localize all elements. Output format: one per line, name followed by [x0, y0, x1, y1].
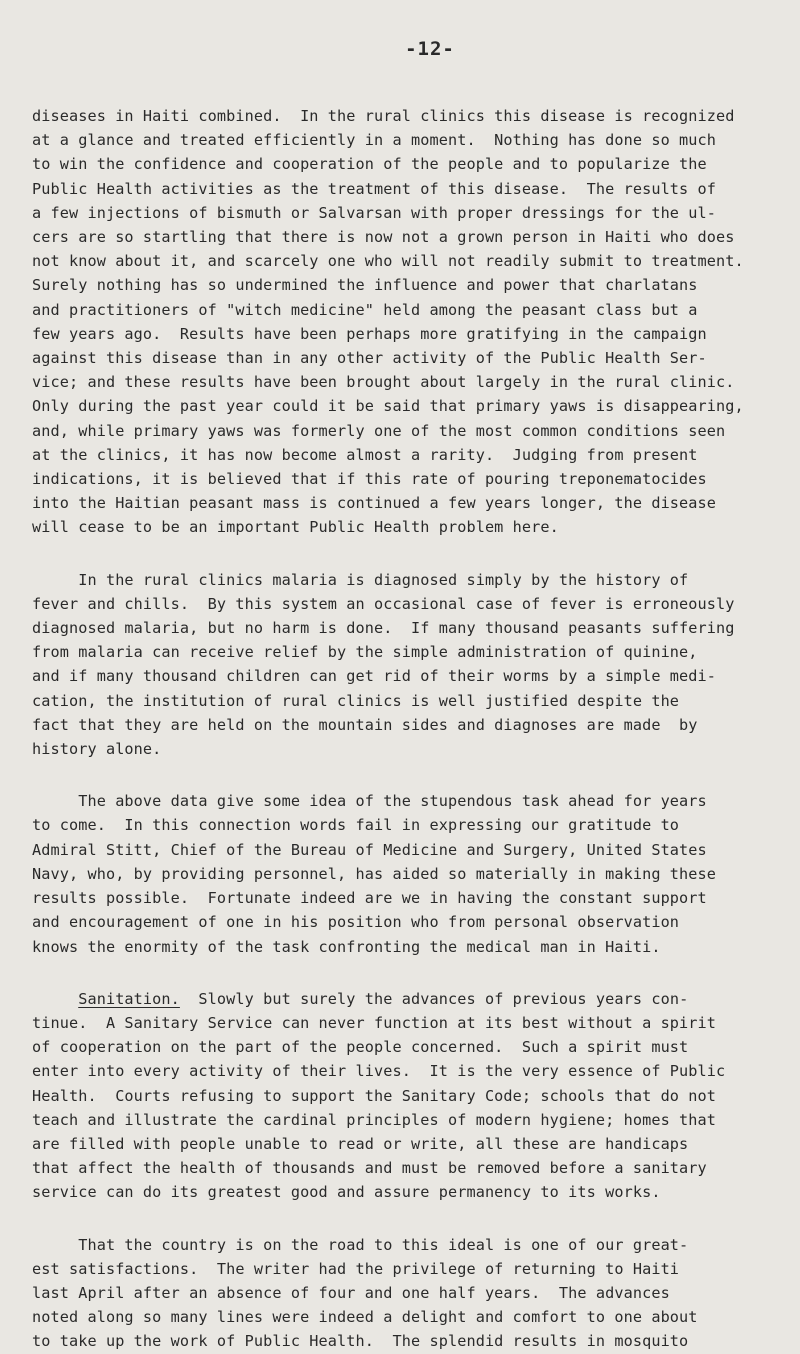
paragraph-malaria	[32, 568, 778, 762]
paragraph-gratitude	[32, 789, 778, 958]
text-line: In the rural clinics malaria is diagnosed simply by the history of	[32, 570, 689, 589]
text-line: tinue. A Sanitary Service can never function at its best without a spirit	[32, 1013, 717, 1032]
text-line: vice; and these results have been brought about largely in the rural clinic.	[32, 373, 735, 392]
text-line: cers are so startling that there is now not a grown person in Haiti who does	[32, 228, 735, 247]
paragraph-sanitation	[32, 987, 778, 1205]
paragraph-yaws	[32, 104, 778, 540]
text-line: to win the confidence and cooperation of the people and to popularize the	[32, 155, 707, 174]
text-line: enter into every activity of their lives. It is the very essence of Public	[32, 1062, 726, 1081]
text-line: Admiral Stitt, Chief of the Bureau of Medicine and Surgery, United States	[32, 840, 707, 859]
text-line: noted along so many lines were indeed a delight and comfort to one about	[32, 1308, 698, 1327]
text-line: est satisfactions. The writer had the privilege of returning to Haiti	[32, 1259, 680, 1278]
text-line: to take up the work of Public Health. The splendid results in mosquito	[32, 1332, 689, 1351]
text-line: diagnosed malaria, but no harm is done. If many thousand peasants suffering	[32, 619, 735, 638]
section-heading-sanitation: Sanitation.	[78, 989, 180, 1008]
text-line: few years ago. Results have been perhaps more gratifying in the campaign	[32, 324, 707, 343]
text-line: are filled with people unable to read or write, all these are handicaps	[32, 1134, 689, 1153]
text-line: fact that they are held on the mountain sides and diagnoses are made by	[32, 715, 698, 734]
text-line: and if many thousand children can get rid of their worms by a simple medi-	[32, 667, 717, 686]
text-line: last April after an absence of four and one half years. The advances	[32, 1283, 670, 1302]
text-line: of cooperation on the part of the people concerned. Such a spirit must	[32, 1038, 689, 1057]
text-line	[32, 987, 778, 1011]
text-line: that affect the health of thousands and must be removed before a sanitary	[32, 1159, 707, 1178]
text-line: from malaria can receive relief by the simple administration of quinine,	[32, 643, 698, 662]
text-line: Only during the past year could it be said that primary yaws is disappearing,	[32, 397, 744, 416]
text-line: The above data give some idea of the stupendous task ahead for years	[32, 792, 707, 811]
text-line: service can do its greatest good and assure permanency to its works.	[32, 1183, 661, 1202]
paragraph-satisfactions	[32, 1233, 778, 1354]
page-number: -12-	[405, 38, 455, 60]
text-line: and, while primary yaws was formerly one of the most common conditions seen	[32, 421, 726, 440]
text-line: will cease to be an important Public Health problem here.	[32, 518, 559, 537]
text-line: against this disease than in any other activity of the Public Health Ser-	[32, 349, 707, 368]
text-line: knows the enormity of the task confronting the medical man in Haiti.	[32, 937, 661, 956]
text-line: into the Haitian peasant mass is continued a few years longer, the disease	[32, 494, 717, 513]
text-line: and encouragement of one in his position who from personal observation	[32, 913, 680, 932]
text-line: fever and chills. By this system an occasional case of fever is erroneously	[32, 594, 735, 613]
text-line: Surely nothing has so undermined the influence and power that charlatans	[32, 276, 698, 295]
text-line: not know about it, and scarcely one who will not readily submit to treatment.	[32, 252, 744, 271]
text-line: Health. Courts refusing to support the Sanitary Code; schools that do not	[32, 1086, 717, 1105]
text-line: Public Health activities as the treatment of this disease. The results of	[32, 179, 717, 198]
text-line: at the clinics, it has now become almost a rarity. Judging from present	[32, 445, 698, 464]
text-line: history alone.	[32, 740, 162, 759]
text-line: cation, the institution of rural clinics is well justified despite the	[32, 691, 680, 710]
text-line: teach and illustrate the cardinal principles of modern hygiene; homes that	[32, 1110, 717, 1129]
text-line: a few injections of bismuth or Salvarsan with proper dressings for the ul-	[32, 203, 717, 222]
text-line: indications, it is believed that if this rate of pouring treponematocides	[32, 470, 707, 489]
text-line: and practitioners of "witch medicine" held among the peasant class but a	[32, 300, 698, 319]
text-line: diseases in Haiti combined. In the rural clinics this disease is recognized	[32, 107, 735, 125]
text-line: results possible. Fortunate indeed are we in having the constant support	[32, 889, 707, 908]
text-line: at a glance and treated efficiently in a moment. Nothing has done so much	[32, 131, 717, 150]
text-line: to come. In this connection words fail in expressing our gratitude to	[32, 816, 680, 835]
text-line: Navy, who, by providing personnel, has aided so materially in making these	[32, 864, 717, 883]
text-line: That the country is on the road to this ideal is one of our great-	[32, 1235, 689, 1254]
text-line-continuation: Slowly but surely the advances of previous years con-	[179, 989, 689, 1008]
